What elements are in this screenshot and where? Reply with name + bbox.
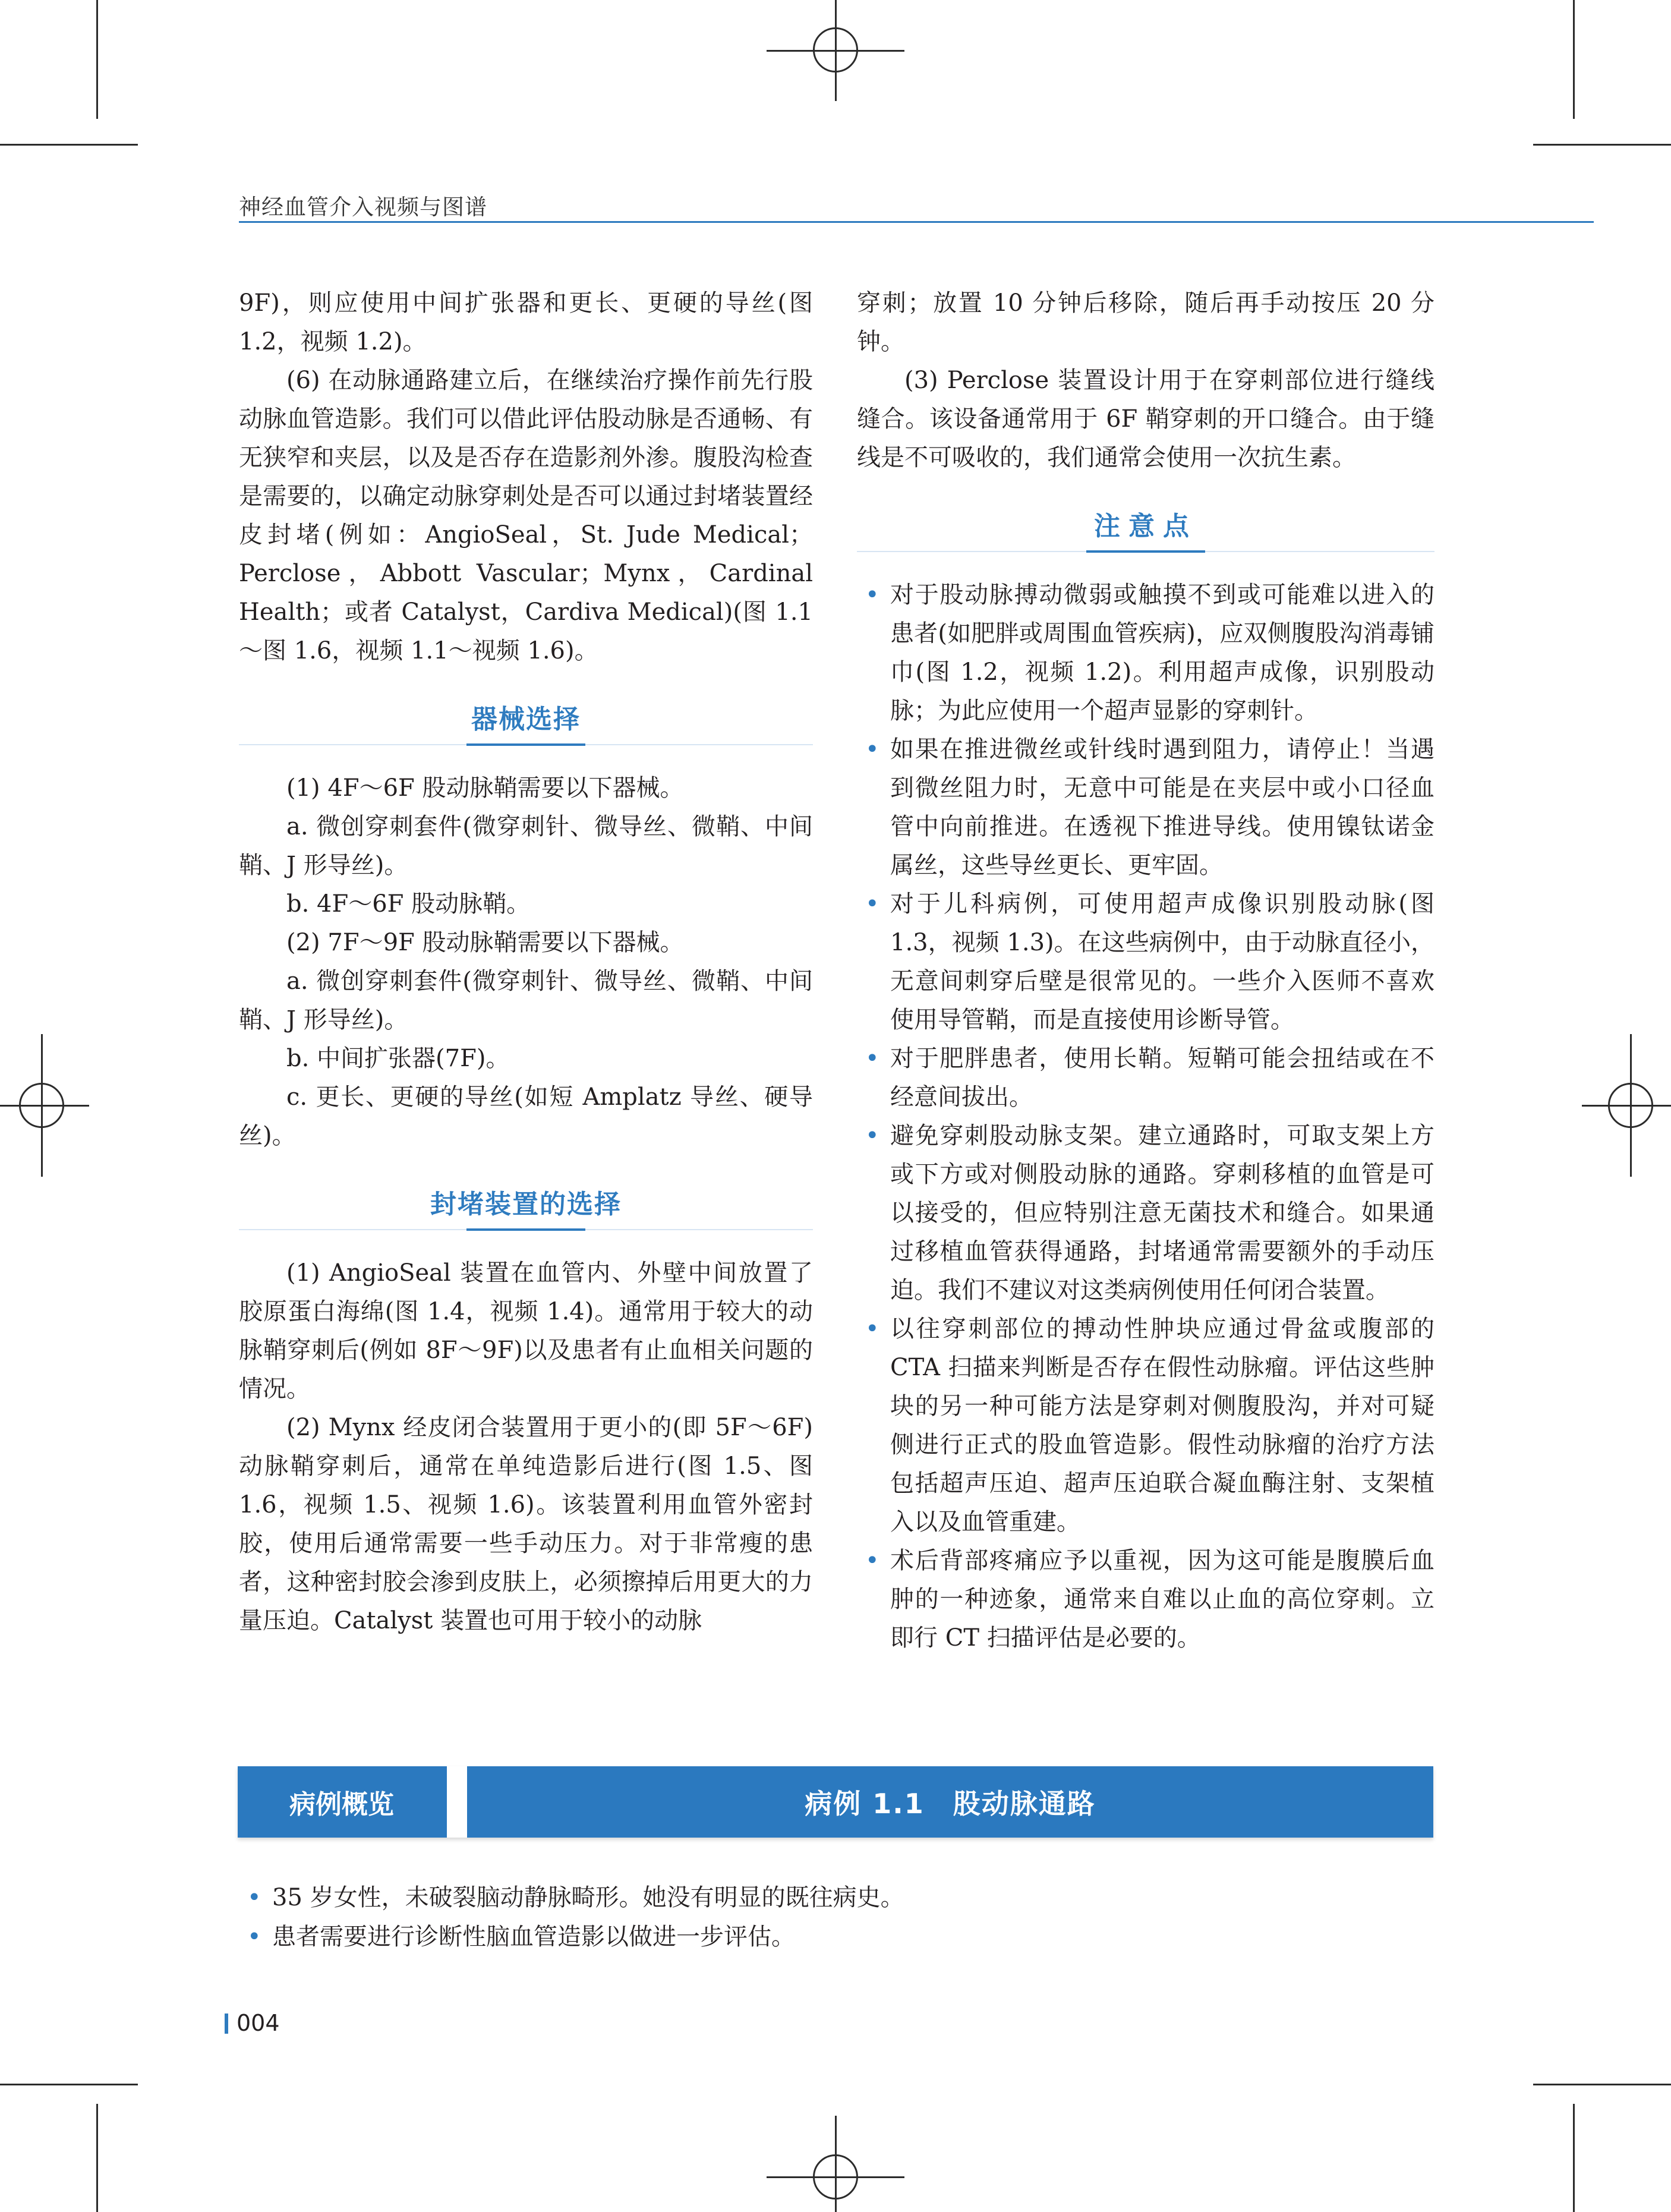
registration-mark-line [1630,1034,1632,1177]
crop-mark [0,144,138,146]
page-number: 004 [225,2010,280,2036]
crop-mark [1573,2104,1575,2212]
registration-mark-line [0,1105,89,1107]
list-item: • 如果在推进微丝或针线时遇到阻力，请停止！当遇到微丝阻力时，无意中可能是在夹层中或小口径血管中向前推进。在透视下推进导线。使用镍钛诺金属丝，这些导丝更长、更牢固。 [857,730,1434,885]
list-item: • 对于股动脉搏动微弱或触摸不到或可能难以进入的患者(如肥胖或周围血管疾病)，应双侧腹股沟消毒铺巾(图 1.2，视频 1.2)。利用超声成像，识别股动脉；为此应使用一个超声显影的穿刺针。 [857,576,1434,730]
crop-mark [1533,144,1671,146]
list-item: • 对于儿科病例，可使用超声成像识别股动脉(图 1.3，视频 1.3)。在这些病例中，由于动脉直径小，无意间刺穿后壁是很常见的。一些介入医师不喜欢使用导管鞘，而是直接使用诊断导管。 [857,885,1434,1039]
bullet-icon: • [865,1547,879,1574]
paragraph: a. 微创穿刺套件(微穿刺针、微导丝、微鞘、中间鞘、J 形导丝)。 [239,968,813,1033]
section-heading-accent [1086,550,1205,553]
paragraph: 穿刺；放置 10 分钟后移除，随后再手动按压 20 分钟。 [857,289,1434,355]
list-item: • 患者需要进行诊断性脑血管造影以做进一步评估。 [239,1917,1427,1956]
case-banner [238,1766,1433,1838]
right-column [857,284,1434,1658]
section-heading [857,505,1434,543]
registration-mark-line [835,0,837,101]
crop-mark [96,2104,98,2212]
bullet-icon: • [865,1315,879,1343]
page-number-bar [225,2014,228,2034]
paragraph: (1) 4F～6F 股动脉鞘需要以下器械。 [286,774,684,802]
list-item: • 对于肥胖患者，使用长鞘。短鞘可能会扭结或在不经意间拔出。 [857,1039,1434,1117]
section-heading-text: 器械选择 [471,704,581,735]
bullet-icon: • [865,736,879,763]
paragraph: b. 中间扩张器(7F)。 [286,1045,510,1072]
crop-mark [1573,0,1575,119]
crop-mark [0,2084,138,2085]
bullet-icon: • [865,890,879,918]
section-heading-text: 封堵装置的选择 [430,1189,622,1220]
paragraph: b. 4F～6F 股动脉鞘。 [286,890,531,918]
paragraph: (2) 7F～9F 股动脉鞘需要以下器械。 [286,929,684,956]
paragraph: (6) 在动脉通路建立后，在继续治疗操作前先行股动脉血管造影。我们可以借此评估股动脉是否通畅、有无狭窄和夹层，以及是否存在造影剂外渗。腹股沟检查是需要的，以确定动脉穿刺处是否可以通过封堵装置经皮封堵(例如：AngioSeal，St. Jude Medical；Perclose，Abbott Vascular；Mynx，Cardinal Health；或者 Catalyst，Cardiva Medical)(图 1.1～图 1.6，视频 1.1～视频 1.6)。 [239,367,813,664]
registration-mark-line [835,2116,837,2212]
paragraph: (2) Mynx 经皮闭合装置用于更小的(即 5F～6F)动脉鞘穿刺后，通常在单纯造影后进行(图 1.5、图 1.6，视频 1.5、视频 1.6)。该装置利用血管外密封胶，使用后通常需要一些手动压力。对于非常瘦的患者，这种密封胶会渗到皮肤上，必须擦掉后用更大的力量压迫。Catalyst 装置也可用于较小的动脉 [239,1414,813,1634]
crop-mark [1533,2084,1671,2085]
bullet-icon: • [865,1045,879,1072]
bullet-icon: • [247,1923,261,1951]
paragraph: c. 更长、更硬的导丝(如短 Amplatz 导丝、硬导丝)。 [239,1083,813,1149]
bullet-icon: • [865,581,879,609]
case-summary-list [239,1878,1427,1956]
paragraph: (3) Perclose 装置设计用于在穿刺部位进行缝线缝合。该设备通常用于 6F 鞘穿刺的开口缝合。由于缝线是不可吸收的，我们通常会使用一次抗生素。 [857,367,1434,471]
notes-list [857,576,1434,1658]
list-item: • 避免穿刺股动脉支架。建立通路时，可取支架上方或下方或对侧股动脉的通路。穿刺移植的血管是可以接受的，但应特别注意无菌技术和缝合。如果通过移植血管获得通路，封堵通常需要额外的手动压迫。我们不建议对这类病例使用任何闭合装置。 [857,1117,1434,1310]
section-heading-accent [466,1228,585,1231]
left-column [239,284,813,1640]
paragraph: 9F)，则应使用中间扩张器和更长、更硬的导丝(图1.2，视频 1.2)。 [239,289,813,355]
paragraph: (1) AngioSeal 装置在血管内、外壁中间放置了胶原蛋白海绵(图 1.4，视频 1.4)。通常用于较大的动脉鞘穿刺后(例如 8F～9F)以及患者有止血相关问题的情况。 [239,1259,813,1403]
list-item: • 术后背部疼痛应予以重视，因为这可能是腹膜后血肿的一种迹象，通常来自难以止血的高位穿刺。立即行 CT 扫描评估是必要的。 [857,1542,1434,1658]
running-head: 神经血管介入视频与图谱 [239,194,487,220]
registration-mark-line [1582,1105,1671,1107]
banner-divider [447,1766,467,1838]
header-rule [239,221,1594,223]
bullet-icon: • [865,1122,879,1149]
case-overview-tag: 病例概览 [289,1789,394,1820]
registration-mark-line [41,1034,43,1177]
paragraph: a. 微创穿刺套件(微穿刺针、微导丝、微鞘、中间鞘、J 形导丝)。 [239,813,813,879]
list-item: • 35 岁女性，未破裂脑动静脉畸形。她没有明显的既往病史。 [239,1878,1427,1917]
section-heading [239,698,813,736]
list-item: • 以往穿刺部位的搏动性肿块应通过骨盆或腹部的 CTA 扫描来判断是否存在假性动脉瘤。评估这些肿块的另一种可能方法是穿刺对侧腹股沟，并对可疑侧进行正式的股血管造影。假性动脉瘤的治疗方法包括超声压迫、超声压迫联合凝血酶注射、支架植入以及血管重建。 [857,1310,1434,1542]
section-heading [239,1183,813,1221]
case-title: 病例 1.1 股动脉通路 [805,1788,1096,1820]
crop-mark [96,0,98,119]
bullet-icon: • [247,1884,261,1911]
section-heading-accent [466,743,585,746]
section-heading-text: 注意点 [1094,511,1197,541]
